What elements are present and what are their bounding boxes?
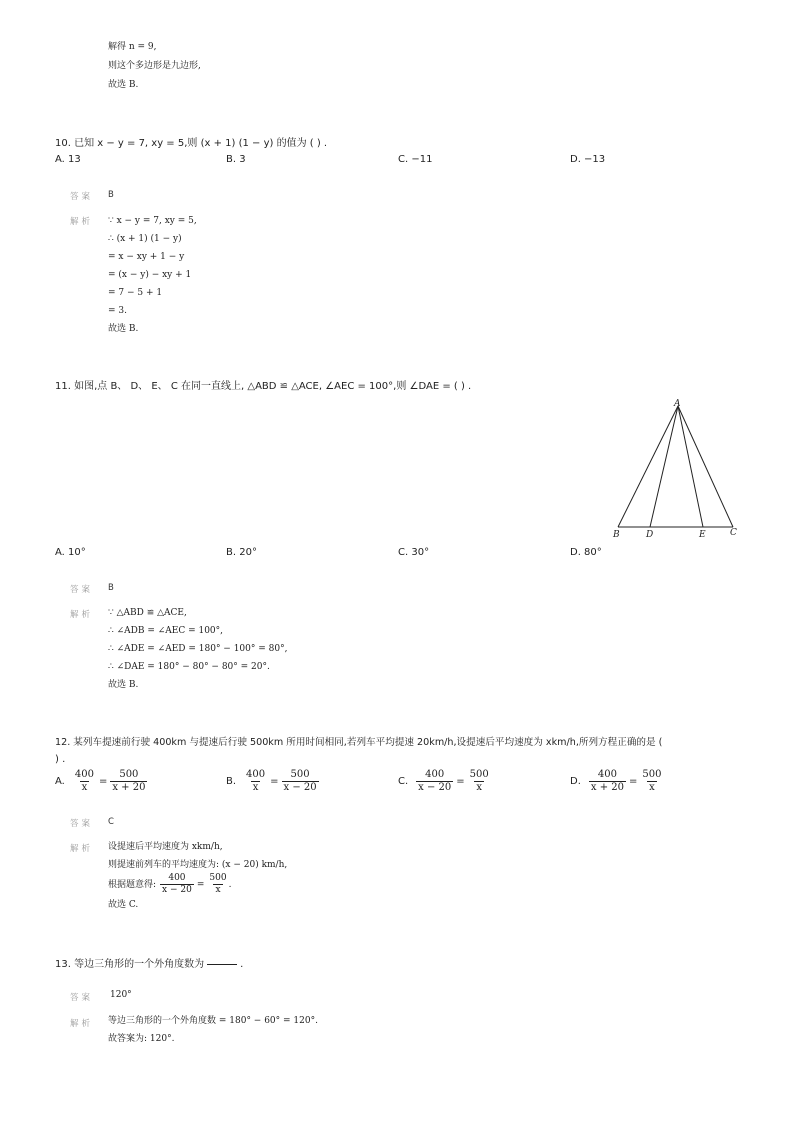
q10-answer-label: 答案	[70, 192, 94, 202]
equals-sign: =	[98, 776, 108, 787]
q12-answer-label: 答案	[70, 819, 94, 829]
fraction-numerator: 400	[246, 769, 266, 780]
fraction-denominator: x	[476, 782, 483, 793]
fraction-numerator: 500	[469, 769, 489, 780]
q10-analysis-line-3: = x − xy + 1 − y	[108, 252, 185, 262]
q12-analysis-line-1: 设提速后平均速度为 xkm/h,	[108, 842, 223, 852]
q10-analysis-line-1: ∵ x − y = 7, xy = 5,	[108, 216, 197, 226]
q12-analysis-line-4: 故选 C.	[108, 900, 139, 910]
q12-option-c-letter: C.	[398, 776, 409, 787]
q11-analysis-line-2: ∴ ∠ADB = ∠AEC = 100°,	[108, 626, 224, 636]
q12-option-a-left-fraction	[73, 769, 96, 794]
q11-answer-label: 答案	[70, 585, 94, 595]
q13-analysis-line-2: 故答案为: 120°.	[108, 1034, 175, 1044]
q12-option-b-left-fraction	[244, 769, 267, 794]
fraction-numerator: 400	[168, 873, 186, 883]
fraction-numerator: 400	[597, 769, 617, 780]
q11-analysis-line-4: ∴ ∠DAE = 180° − 80° − 80° = 20°.	[108, 662, 270, 672]
fraction-denominator: x − 20	[418, 782, 452, 793]
q11-analysis-line-3: ∴ ∠ADE = ∠AED = 180° − 100° = 80°,	[108, 644, 288, 654]
vertex-label-b: B	[613, 530, 620, 540]
q12-option-a-right-fraction	[110, 769, 147, 794]
segment-ab	[618, 406, 678, 527]
q13-answer-value: 120°	[110, 990, 132, 1000]
fraction-denominator: x	[215, 885, 221, 895]
q10-analysis-label: 解析	[70, 217, 94, 227]
equals-sign: =	[196, 879, 205, 890]
fraction-denominator: x − 20	[283, 782, 317, 793]
fraction-numerator: 500	[209, 873, 227, 883]
q11-option-c: C. 30°	[398, 547, 430, 558]
q11-option-d: D. 80°	[570, 547, 602, 558]
segment-ae	[678, 406, 703, 527]
q11-analysis-line-5: 故选 B.	[108, 680, 139, 690]
q12-analysis-right-fraction	[207, 873, 228, 896]
q12-option-d	[570, 769, 663, 794]
q12-option-c	[398, 769, 491, 794]
segment-ad	[650, 406, 678, 527]
fraction-denominator: x	[649, 782, 655, 793]
q12-option-b-letter: B.	[226, 776, 237, 787]
fraction-denominator: x + 20	[590, 782, 624, 793]
q12-option-c-right-fraction	[468, 769, 491, 794]
q10-option-a: A. 13	[55, 154, 81, 165]
q12-option-a	[55, 769, 147, 794]
q10-option-b: B. 3	[226, 154, 246, 165]
fraction-denominator: x	[252, 782, 259, 793]
q11-analysis-line-1: ∵ △ABD ≌ △ACE,	[108, 608, 187, 618]
fraction-numerator: 500	[642, 769, 662, 780]
triangle-figure	[606, 396, 746, 542]
q12-answer-value: C	[108, 817, 114, 827]
prev-solution-line-2: 则这个多边形是九边形,	[108, 61, 201, 71]
q10-analysis-line-7: 故选 B.	[108, 324, 139, 334]
q10-analysis-line-4: = (x − y) − xy + 1	[108, 270, 192, 280]
q12-option-d-right-fraction	[640, 769, 663, 794]
q12-option-d-letter: D.	[570, 776, 581, 787]
q11-answer-value: B	[108, 583, 114, 593]
vertex-label-a: A	[674, 399, 681, 409]
equals-sign: =	[270, 776, 279, 787]
q12-option-d-left-fraction	[589, 769, 626, 794]
fraction-denominator: x	[81, 782, 88, 793]
prev-solution-line-1: 解得 n = 9,	[108, 42, 157, 52]
vertex-label-e: E	[699, 530, 706, 540]
q12-option-a-letter: A.	[55, 776, 65, 787]
q12-analysis-eq-prefix: 根据题意得:	[108, 879, 157, 890]
q12-option-b-right-fraction	[282, 769, 319, 794]
q13-stem-end: .	[240, 959, 244, 970]
q13-answer-label: 答案	[70, 993, 94, 1003]
q10-stem: 10. 已知 x − y = 7, xy = 5,则 (x + 1) (1 − y) 的值为 ( ) .	[55, 138, 328, 149]
q12-analysis-label: 解析	[70, 844, 94, 854]
q13-analysis-line-1: 等边三角形的一个外角度数 = 180° − 60° = 120°.	[108, 1016, 318, 1026]
fraction-denominator: x − 20	[162, 885, 192, 895]
fraction-denominator: x + 20	[112, 782, 146, 793]
q11-stem: 11. 如图,点 B、 D、 E、 C 在同一直线上, △ABD ≌ △ACE, ∠AEC = 100°,则 ∠DAE = ( ) .	[55, 381, 472, 392]
q12-analysis-eq-suffix: .	[228, 879, 232, 890]
vertex-label-c: C	[730, 528, 737, 538]
q12-option-b	[226, 769, 319, 794]
q11-option-b: B. 20°	[226, 547, 257, 558]
q10-option-d: D. −13	[570, 154, 606, 165]
q13-stem-text: 13. 等边三角形的一个外角度数为	[55, 959, 205, 970]
q10-analysis-line-6: = 3.	[108, 306, 127, 316]
segment-ac	[678, 406, 733, 527]
q12-analysis-left-fraction	[160, 873, 194, 896]
q10-option-c: C. −11	[398, 154, 433, 165]
vertex-label-d: D	[646, 530, 654, 540]
q10-analysis-line-2: ∴ (x + 1) (1 − y)	[108, 234, 182, 244]
equals-sign: =	[456, 776, 465, 787]
q12-analysis-equation	[108, 873, 231, 896]
q11-option-a: A. 10°	[55, 547, 86, 558]
q10-answer-value: B	[108, 190, 114, 200]
q10-analysis-line-5: = 7 − 5 + 1	[108, 288, 163, 298]
fraction-numerator: 400	[425, 769, 445, 780]
q13-answer-blank	[207, 964, 237, 965]
q12-stem-line-1: 12. 某列车提速前行驶 400km 与提速后行驶 500km 所用时间相同,若列车平均提速 20km/h,设提速后平均速度为 xkm/h,所列方程正确的是 (	[55, 737, 663, 748]
q12-stem-line-2: ) .	[55, 754, 66, 765]
q11-analysis-label: 解析	[70, 610, 94, 620]
fraction-numerator: 500	[119, 769, 139, 780]
fraction-numerator: 400	[74, 769, 94, 780]
q13-analysis-label: 解析	[70, 1019, 94, 1029]
equals-sign: =	[629, 776, 638, 787]
q12-option-c-left-fraction	[416, 769, 453, 794]
prev-solution-line-3: 故选 B.	[108, 80, 139, 90]
fraction-numerator: 500	[290, 769, 310, 780]
q12-analysis-line-2: 则提速前列车的平均速度为: (x − 20) km/h,	[108, 860, 288, 870]
q13-stem	[55, 955, 243, 970]
